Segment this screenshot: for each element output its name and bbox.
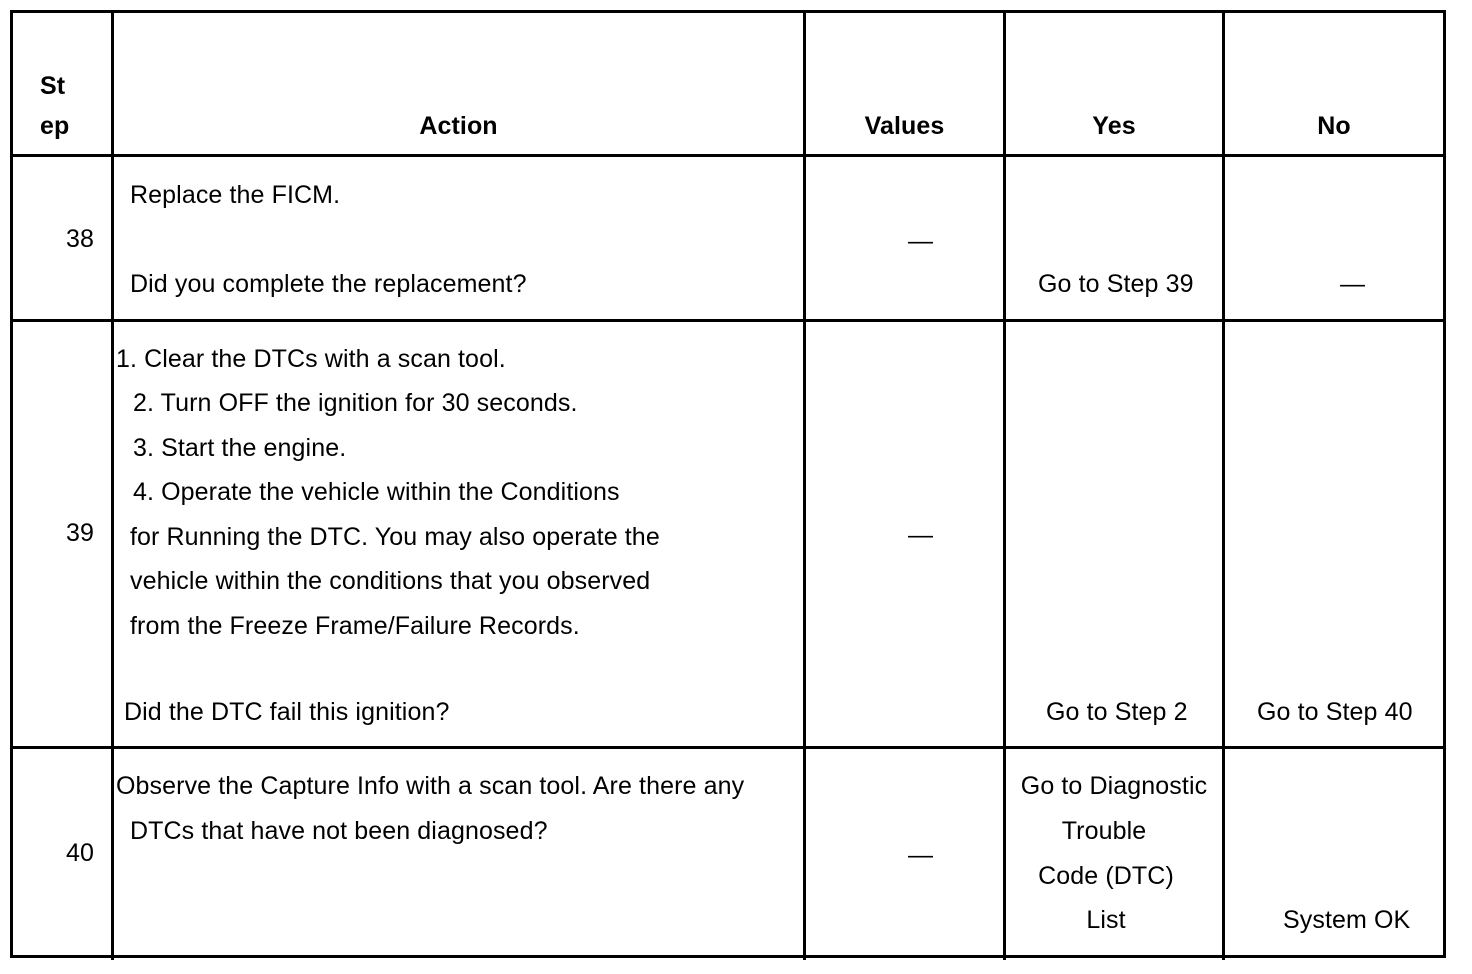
col-divider-yes-no (1222, 10, 1225, 960)
action-question: Did you complete the replacement? (130, 270, 527, 298)
no-cell: Go to Step 40 (1257, 698, 1413, 726)
yes-cell-line: Code (DTC) (1038, 862, 1174, 890)
action-line: from the Freeze Frame/Failure Records. (130, 612, 580, 640)
header-step-line1: St (40, 72, 66, 100)
yes-cell-line: Go to Diagnostic (1020, 772, 1208, 800)
table-border-top (10, 10, 1446, 13)
action-line: 3. Start the engine. (133, 434, 347, 462)
no-cell: — (1340, 270, 1366, 298)
action-line: 4. Operate the vehicle within the Conditions (133, 478, 620, 506)
action-line: DTCs that have not been diagnosed? (130, 817, 548, 845)
header-no: No (1317, 112, 1351, 140)
action-line: Replace the FICM. (130, 181, 341, 209)
action-line: Observe the Capture Info with a scan tool. Are there any (116, 772, 745, 800)
row-divider-38-39 (10, 319, 1446, 322)
step-number: 39 (66, 519, 95, 547)
table-border-right (1443, 10, 1446, 958)
yes-cell-line: List (1086, 906, 1126, 934)
values-cell: — (908, 521, 934, 549)
values-cell: — (908, 227, 934, 255)
action-line: 2. Turn OFF the ignition for 30 seconds. (133, 389, 578, 417)
header-yes: Yes (1092, 112, 1136, 140)
step-number: 38 (66, 225, 95, 253)
table-border-bottom (10, 955, 1446, 958)
values-cell: — (908, 841, 934, 869)
yes-cell-line: Trouble (1061, 817, 1147, 845)
header-step-line2: ep (40, 112, 70, 140)
col-divider-action-values (803, 10, 806, 960)
step-number: 40 (66, 839, 95, 867)
header-divider (10, 154, 1446, 157)
yes-cell: Go to Step 39 (1038, 270, 1194, 298)
table-border-left (10, 10, 13, 958)
no-cell: System OK (1283, 906, 1411, 934)
row-divider-39-40 (10, 746, 1446, 749)
header-action: Action (419, 112, 498, 140)
header-values: Values (864, 112, 945, 140)
action-line: for Running the DTC. You may also operate the (130, 523, 660, 551)
yes-cell: Go to Step 2 (1046, 698, 1188, 726)
action-question: Did the DTC fail this ignition? (124, 698, 450, 726)
action-line: vehicle within the conditions that you observed (130, 567, 651, 595)
action-line: 1. Clear the DTCs with a scan tool. (116, 345, 506, 373)
col-divider-step-action (111, 10, 114, 960)
